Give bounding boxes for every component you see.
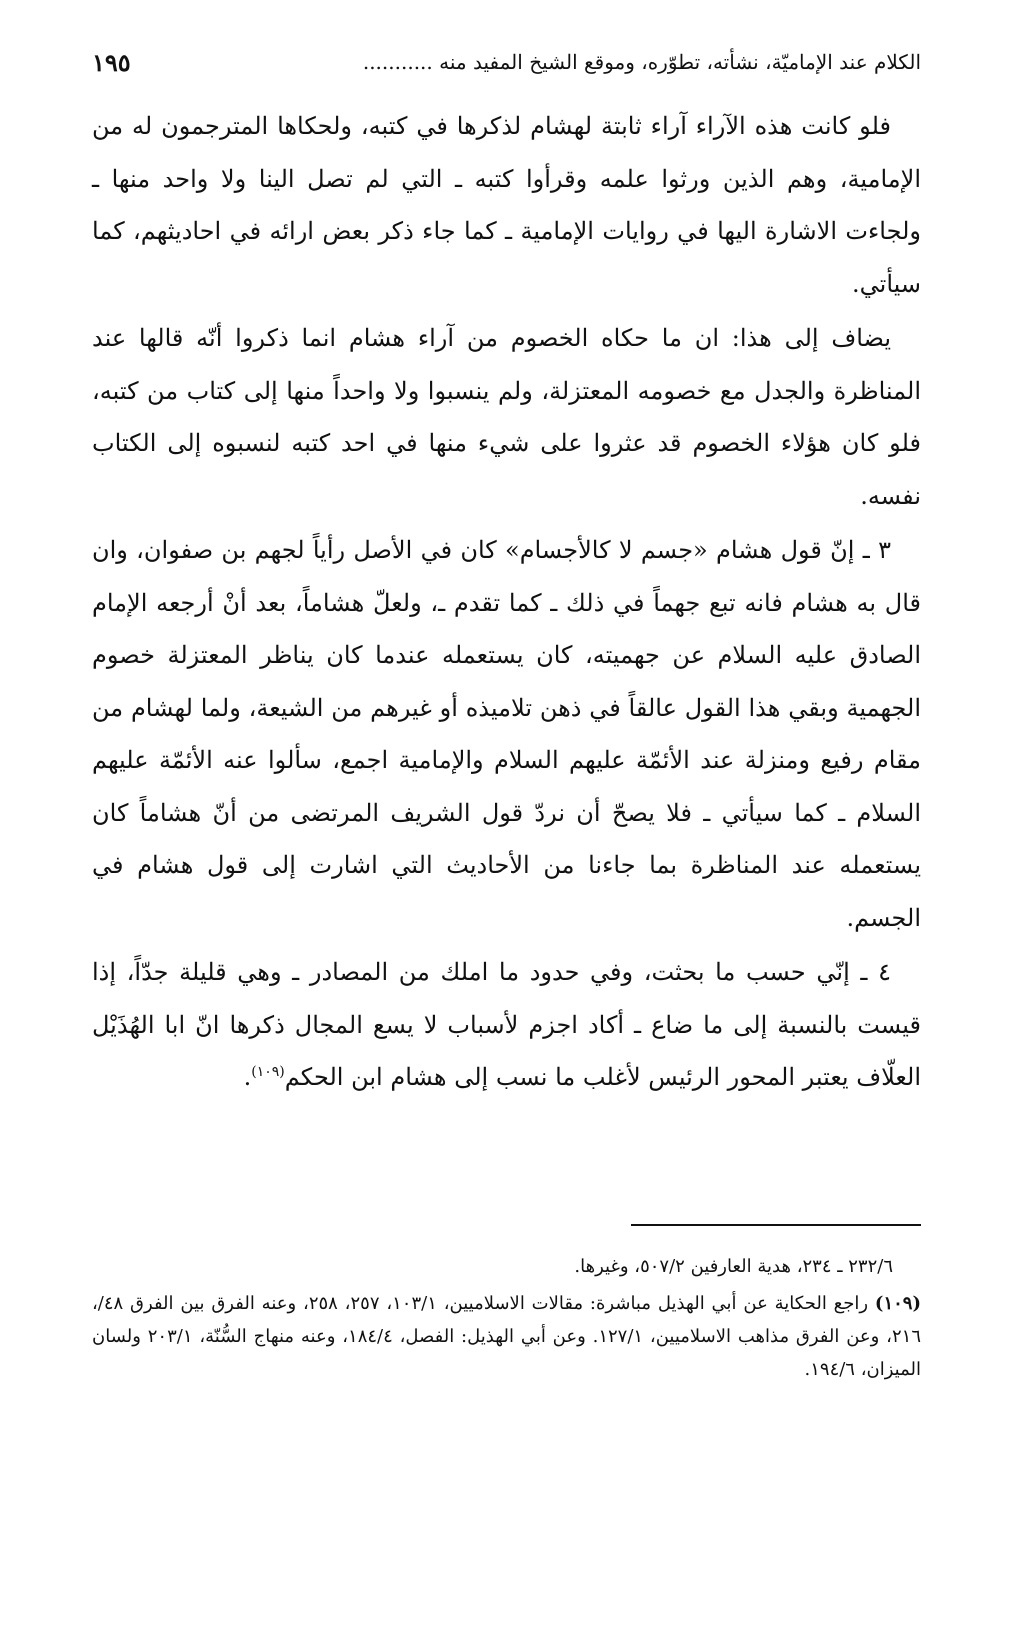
main-text [92, 100, 921, 1104]
footnote-109-number: (١٠٩) [874, 1293, 921, 1314]
footnotes [92, 1250, 921, 1390]
paragraph-4 [92, 946, 921, 1104]
paragraph-2: يضاف إلى هذا: ان ما حكاه الخصوم من آراء هشام انما ذكروا أنّه قالها عند المناظرة والجدل مع خصومه المعتزلة، ولم ينسبوا ولا واحداً منها إلى كتاب من كتبه، فلو كان هؤلاء الخصوم قد عثروا على شيء منها في احد كتبه لنسبوه إلى الكتاب نفسه. [92, 324, 921, 510]
footnote-ref-109[interactable]: (١٠٩) [251, 1064, 285, 1080]
page-number: ١٩٥ [92, 47, 131, 77]
paragraph-4-text: ٤ ـ إنّي حسب ما بحثت، وفي حدود ما املك من المصادر ـ وهي قليلة جدّاً، إذا قيست بالنسبة إلى ما ضاع ـ أكاد اجزم لأسباب لا يسع المجال ذكرها انّ ابا الهُذَيْل العلّاف يعتبر المحور الرئيس لأغلب ما نسب إلى هشام ابن الحكم [92, 958, 921, 1091]
running-title [363, 50, 921, 74]
paragraph-3: ٣ ـ إنّ قول هشام «جسم لا كالأجسام» كان في الأصل رأياً لجهم بن صفوان، وان قال به هشام فانه تبع جهماً في ذلك ـ كما تقدم ـ، ولعلّ هشاماً، بعد أنْ أرجعه الإمام الصادق عليه السلام عن جهميته، كان يستعمله عندما كان يناظر المعتزلة خصوم الجهمية وبقي هذا القول عالقاً في ذهن تلاميذه أو غيرهم من الشيعة، ولما لهشام من مقام رفيع ومنزلة عند الأئمّة عليهم السلام والإمامية اجمع، سألوا عنه الأئمّة عليهم السلام ـ كما سيأتي ـ فلا يصحّ أن نردّ قول الشريف المرتضى من أنّ هشاماً كان يستعمله عند المناظرة بما جاءنا من الأحاديث التي اشارت إلى قول هشام في الجسم. [92, 536, 922, 932]
page-header [92, 40, 921, 84]
footnote-separator [631, 1224, 921, 1226]
footnote-109-text: راجع الحكاية عن أبي الهذيل مباشرة: مقالات الاسلاميين، ١٠٣/١، ٢٥٧، ٢٥٨، وعنه الفرق بين الفرق ٤٨/، ٢١٦، وعن الفرق مذاهب الاسلاميين، ١٢٧/١. وعن أبي الهذيل: الفصل، ١٨٤/٤، وعنه منهاج السُّنّة، ٢٠٣/١ ولسان الميزان، ١٩٤/٦. [92, 1293, 921, 1380]
footnote-109 [92, 1287, 921, 1386]
leader-dots: ........... [362, 50, 433, 74]
paragraph-4-end: . [243, 1063, 252, 1091]
paragraph-1: فلو كانت هذه الآراء آراء ثابتة لهشام لذكرها في كتبه، ولحكاها المترجمون له من الإمامية، وهم الذين ورثوا علمه وقرأوا كتبه ـ التي لم تصل الينا ولا واحد منها ـ ولجاءت الاشارة اليها في روايات الإمامية ـ كما جاء ذكر بعض ارائه في احاديثهم، كما سيأتي. [92, 112, 921, 298]
running-title-text: الكلام عند الإماميّة، نشأته، تطوّره، وموقع الشيخ المفيد منه [439, 50, 921, 74]
footnote-continuation: ٢٣٢/٦ ـ ٢٣٤، هدية العارفين ٥٠٧/٢، وغيرها. [574, 1256, 893, 1277]
